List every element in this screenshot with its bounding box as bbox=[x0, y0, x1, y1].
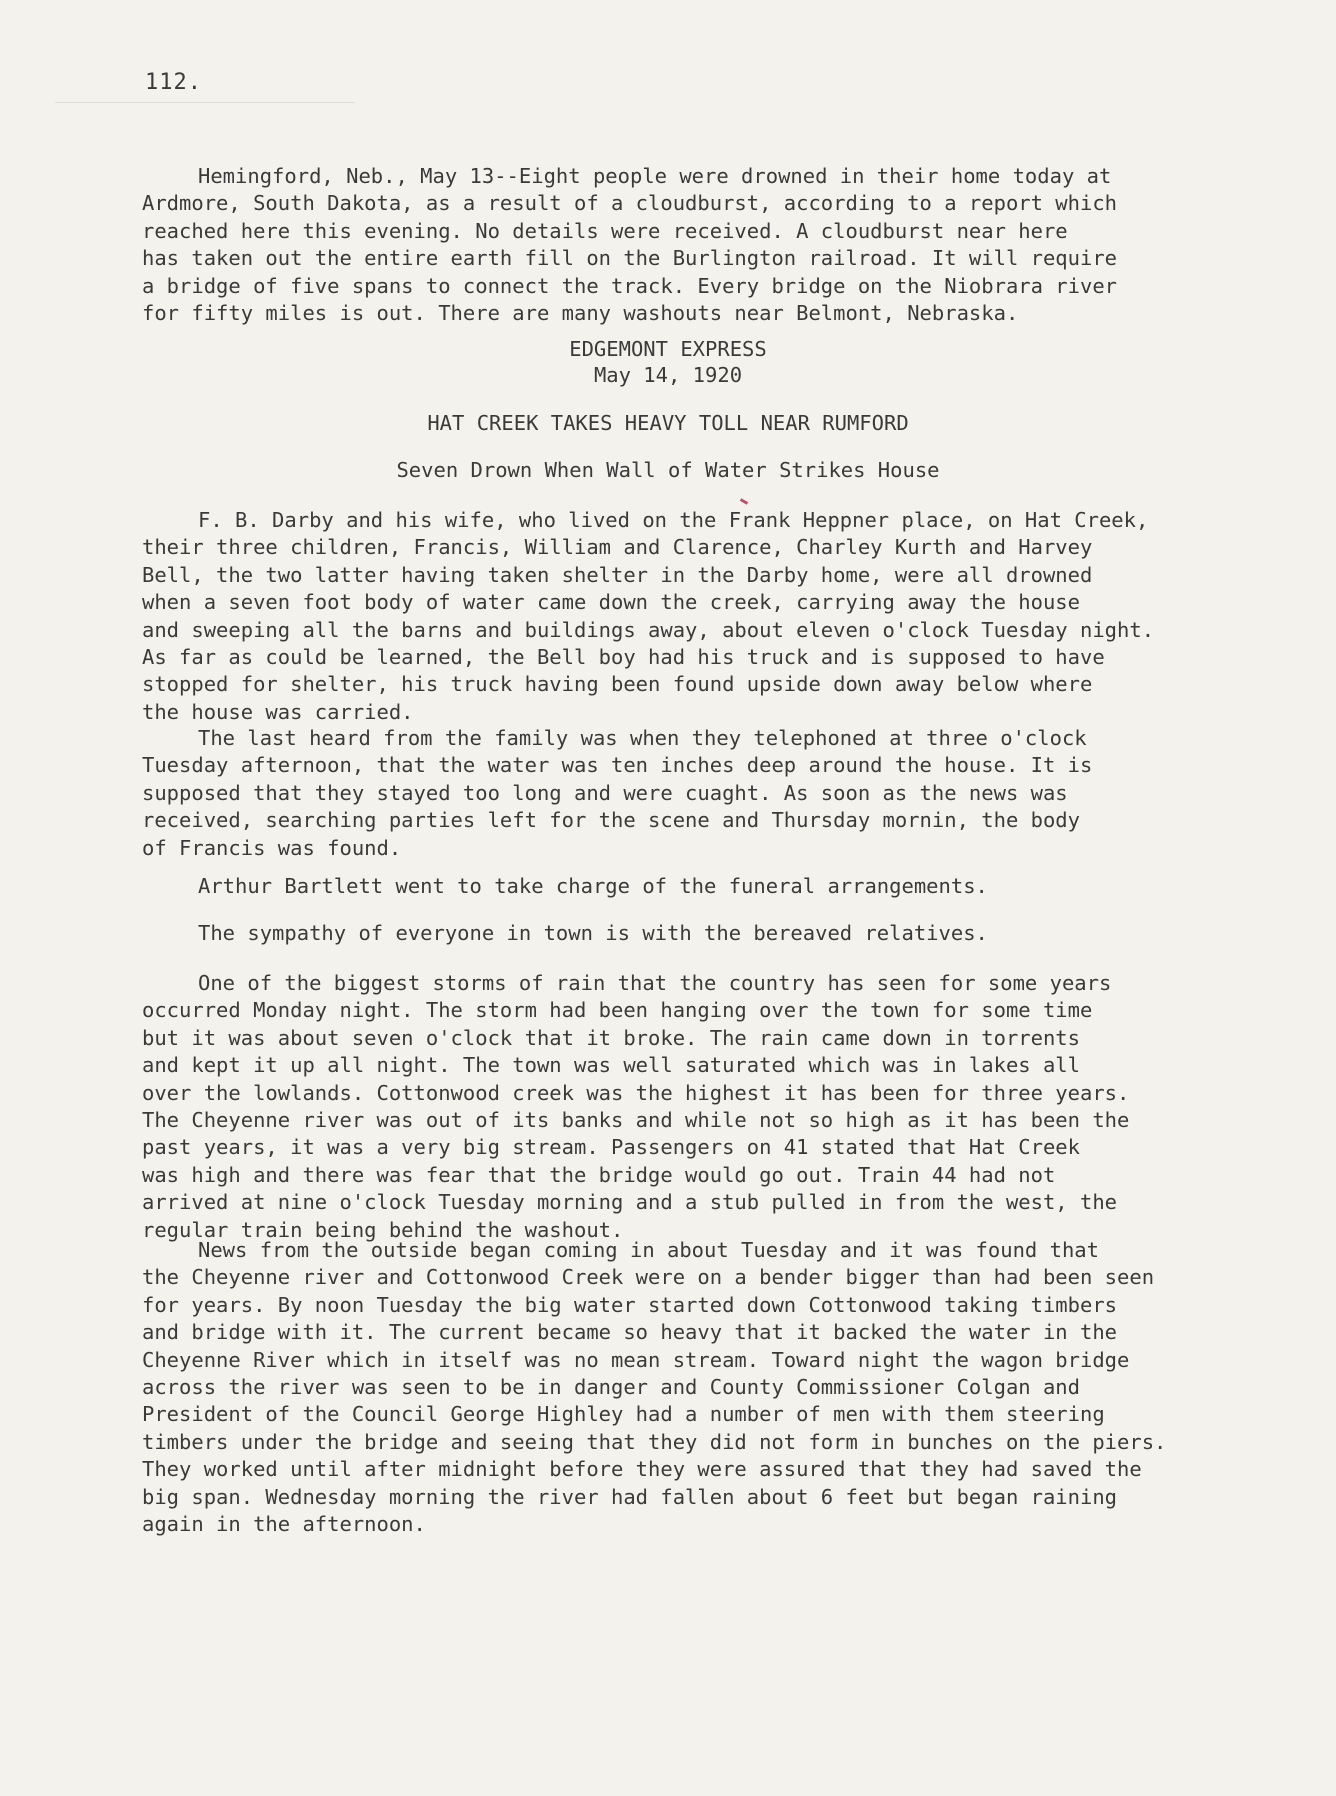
article-headline: HAT CREEK TAKES HEAVY TOLL NEAR RUMFORD bbox=[427, 411, 909, 435]
source-paper-name: EDGEMONT EXPRESS bbox=[569, 337, 767, 361]
paragraph-news-outside: News from the outside began coming in about Tuesday and it was found that the Cheyenne river and Cottonwood Creek were on a bender bigger than had been seen for years. By noon Tuesday the big water started down Cottonwood taking timbers and bridge with it. The current became so heavy that it backed the water in the Cheyenne River which in itself was no mean stream. Toward night the wagon bridge across the river was seen to be in danger and County Commissioner Colgan and President of the Council George Highley had a number of men with them steering timbers under the bridge and seeing that they did not form in bunches on the piers. They worked until after midnight before they were assured that they had saved the big span. Wednesday morning the river had fallen about 6 feet but began raining again in the afternoon. bbox=[142, 1238, 1167, 1537]
paragraph-sympathy: The sympathy of everyone in town is with the bereaved relatives. bbox=[198, 921, 988, 945]
paragraph-storm: One of the biggest storms of rain that the country has seen for some years occurred Monday night. The storm had been hanging over the town for some time but it was about seven o'clock that it broke. The rain came down in torrents and kept it up all night. The town was well saturated which was in lakes all over the lowlands. Cottonwood creek was the highest it has been for three years. The Cheyenne river was out of its banks and while not so high as it has been the past years, it was a very big stream. Passengers on 41 stated that Hat Creek was high and there was fear that the bridge would go out. Train 44 had not arrived at nine o'clock Tuesday morning and a stub pulled in from the west, the regular train being behind the washout. bbox=[142, 971, 1130, 1242]
paragraph-darby-family: F. B. Darby and his wife, who lived on the Frank Heppner place, on Hat Creek, their three children, Francis, William and Clarence, Charley Kurth and Harvey Bell, the two latter having taken shelter in the Darby home, were all drowned when a seven foot body of water came down the creek, carrying away the house and sweeping all the barns and buildings away, about eleven o'clock Tuesday night. As far as could be learned, the Bell boy had his truck and is supposed to have stopped for shelter, his truck having been found upside down away below where the house was carried. bbox=[142, 508, 1155, 724]
paragraph-bartlett: Arthur Bartlett went to take charge of the funeral arrangements. bbox=[198, 874, 988, 898]
page-number: 112. bbox=[145, 70, 202, 95]
red-ink-mark bbox=[740, 498, 748, 505]
article-subheadline: Seven Drown When Wall of Water Strikes House bbox=[396, 458, 940, 482]
header-rule bbox=[55, 102, 355, 103]
source-date: May 14, 1920 bbox=[593, 363, 743, 387]
paragraph-last-heard: The last heard from the family was when they telephoned at three o'clock Tuesday afternoon, that the water was ten inches deep around the house. It is supposed that they stayed too long and were cuaght. As soon as the news was received, searching parties left for the scene and Thursday mornin, the body of Francis was found. bbox=[142, 726, 1093, 860]
paragraph-hemingford: Hemingford, Neb., May 13--Eight people were drowned in their home today at Ardmore, South Dakota, as a result of a cloudburst, according to a report which reached here this evening. No details were received. A cloudburst near here has taken out the entire earth fill on the Burlington railroad. It will require a bridge of five spans to connect the track. Every bridge on the Niobrara river for fifty miles is out. There are many washouts near Belmont, Nebraska. bbox=[142, 164, 1118, 326]
